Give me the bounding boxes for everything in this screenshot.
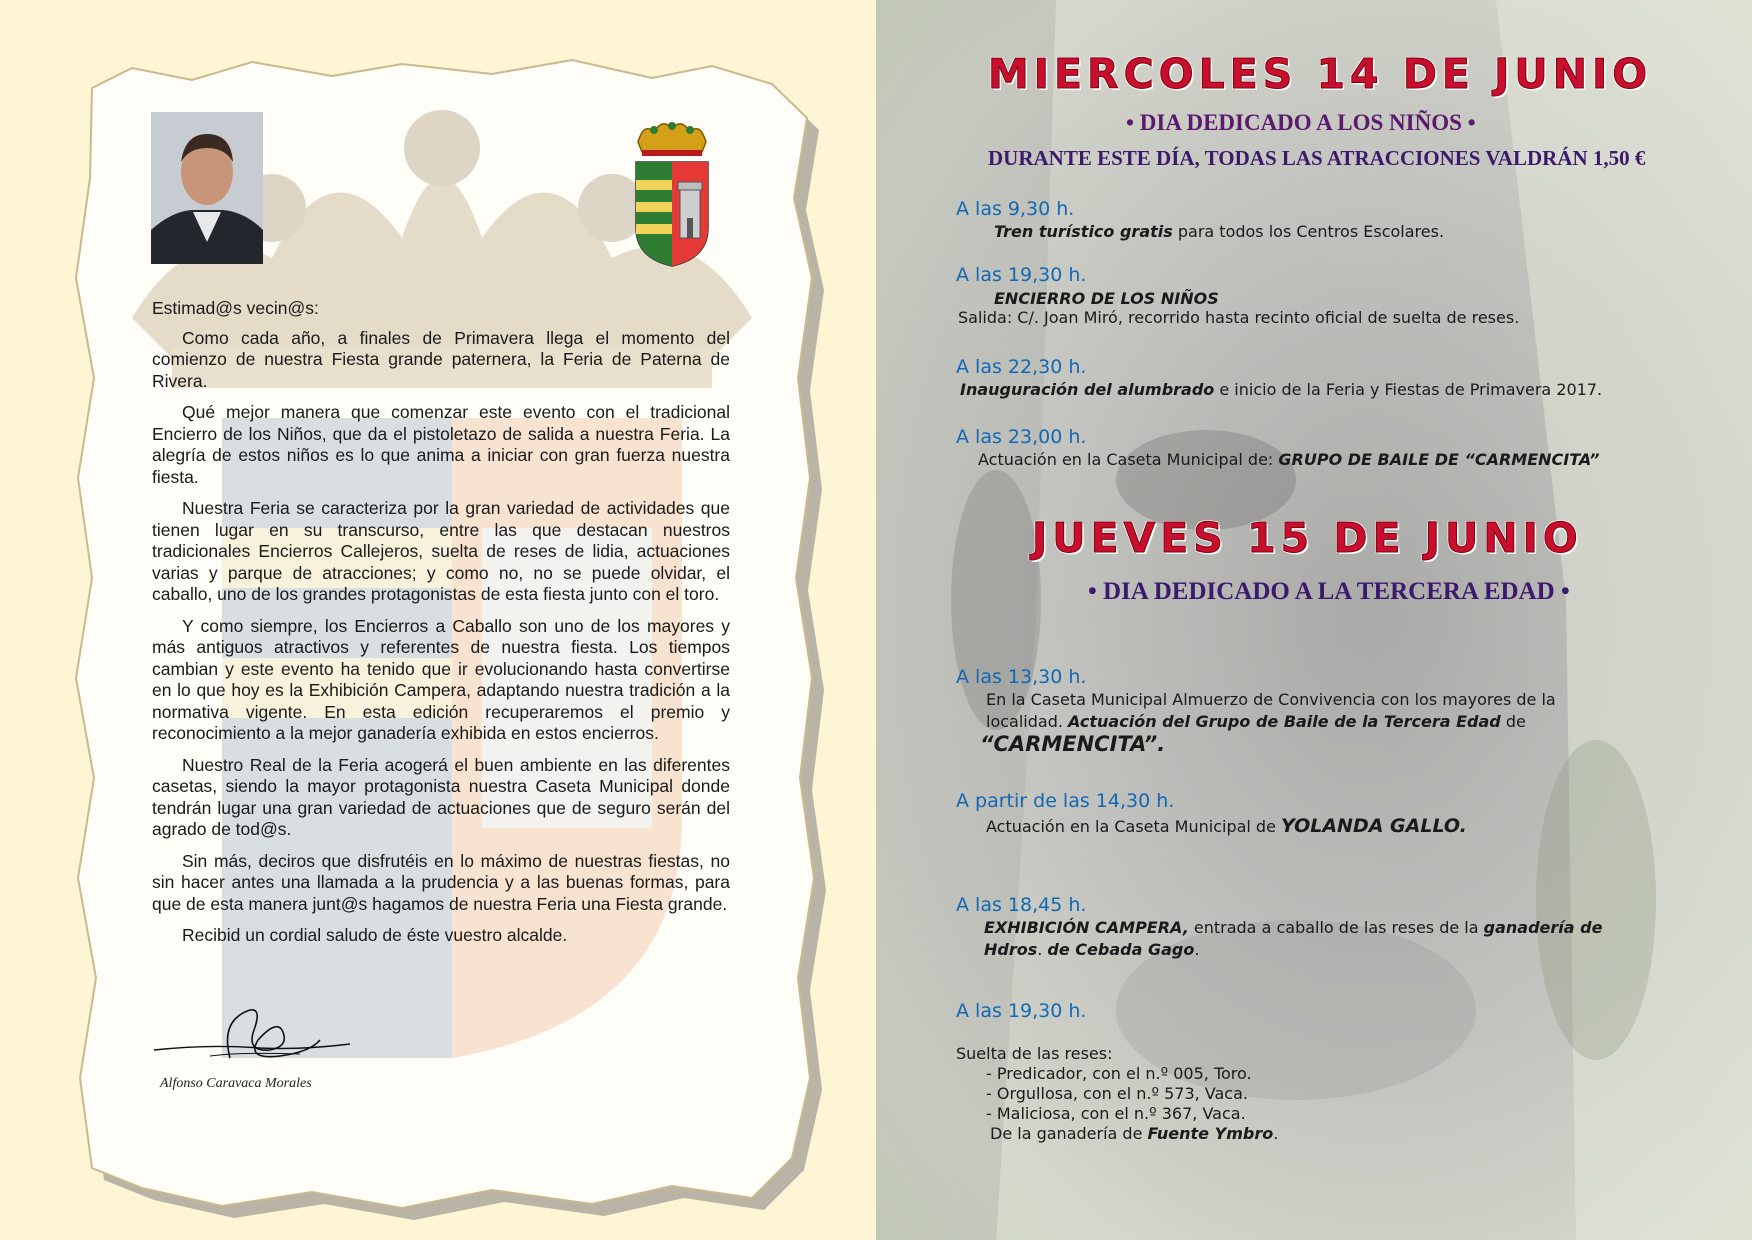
event-description: Tren turístico gratis para todos los Centros Escolares. — [994, 222, 1445, 241]
event-description: EXHIBICIÓN CAMPERA, entrada a caballo de las reses de la ganadería de — [984, 918, 1603, 937]
mayor-letter — [152, 298, 730, 957]
signer-name: Alfonso Caravaca Morales — [160, 1076, 312, 1091]
letter-paragraph: Nuestra Feria se caracteriza por la gran variedad de actividades que tienen lugar en su transcurso, entre las que destacan nuestros tradicionales Encierros Callejeros, suelta de reses de lidia, actuaciones varias y parque de atracciones; y como no, no se puede olvidar, el caballo, uno de los grandes protagonistas de esta fiesta junto con el toro. — [152, 498, 730, 604]
list-item: - Maliciosa, con el n.º 367, Vaca. — [986, 1104, 1246, 1123]
day1-note: DURANTE ESTE DÍA, TODAS LAS ATRACCIONES VALDRÁN 1,50 € — [988, 146, 1646, 170]
letter-greeting: Estimad@s vecin@s: — [152, 298, 319, 318]
event-description: Inauguración del alumbrado e inicio de la Feria y Fiestas de Primavera 2017. — [960, 380, 1603, 399]
event-description: Salida: C/. Joan Miró, recorrido hasta recinto oficial de suelta de reses. — [958, 308, 1520, 327]
event-description: En la Caseta Municipal Almuerzo de Convivencia con los mayores de la — [986, 690, 1556, 709]
event-time: A las 19,30 h. — [956, 264, 1087, 286]
event-description: ENCIERRO DE LOS NIÑOS — [994, 289, 1219, 308]
event-time: A las 13,30 h. — [956, 666, 1087, 688]
letter-paragraph: Y como siempre, los Encierros a Caballo son uno de los mayores y más antiguos atractivos y referentes de nuestra fiesta. Los tiempos cambian y este evento ha tenido que ir evolucionando hasta convertirse en lo que hoy es la Exhibición Campera, adaptando nuestra tradición a la normativa vigente. En esta edición recuperaremos el premio y reconocimiento a la mejor ganadería exhibida en estos encierros. — [152, 615, 730, 743]
event-time: A las 19,30 h. — [956, 1000, 1087, 1022]
event-time: A las 18,45 h. — [956, 894, 1087, 916]
event-time: A las 9,30 h. — [956, 198, 1075, 220]
day1-dedication: • DIA DEDICADO A LOS NIÑOS • — [1126, 110, 1476, 135]
letter-paragraph: Como cada año, a finales de Primavera llega el momento del comienzo de nuestra Fiesta grande paternera, la Feria de Paterna de Rivera. — [152, 327, 730, 391]
mayor-portrait — [151, 112, 263, 264]
event-description: Actuación en la Caseta Municipal de YOLANDA GALLO. — [986, 815, 1467, 837]
letter-paragraph: Qué mejor manera que comenzar este evento con el tradicional Encierro de los Niños, que da el pistoletazo de salida a nuestra Feria. La alegría de estos niños es lo que anima a iniciar con gran fuerza nuestra fiesta. — [152, 402, 730, 487]
event-time: A partir de las 14,30 h. — [956, 790, 1175, 812]
handwritten-signature — [150, 1000, 360, 1070]
town-crest — [630, 118, 714, 268]
event-description: localidad. Actuación del Grupo de Baile de la Tercera Edad de — [986, 712, 1526, 731]
event-description: De la ganadería de Fuente Ymbro. — [990, 1124, 1279, 1143]
event-description: Actuación en la Caseta Municipal de: GRUPO DE BAILE DE “CARMENCITA” — [978, 450, 1600, 469]
programme-page — [876, 0, 1752, 1240]
event-description: “CARMENCITA”. — [980, 732, 1166, 756]
event-description: Hdros. de Cebada Gago. — [984, 940, 1200, 959]
day2-title: JUEVES 15 DE JUNIO — [1032, 514, 1583, 562]
list-item: - Predicador, con el n.º 005, Toro. — [986, 1064, 1252, 1083]
list-item: - Orgullosa, con el n.º 573, Vaca. — [986, 1084, 1248, 1103]
letter-paragraph: Nuestro Real de la Feria acogerá el buen ambiente en las diferentes casetas, siendo la mayor protagonista nuestra Caseta Municipal donde tendrán lugar una gran variedad de actuaciones que de seguro serán del agrado de tod@s. — [152, 754, 730, 839]
event-time: A las 22,30 h. — [956, 356, 1087, 378]
day1-title: MIERCOLES 14 DE JUNIO — [988, 50, 1653, 98]
letter-paragraph: Recibid un cordial saludo de éste vuestro alcalde. — [182, 925, 568, 945]
day2-dedication: • DIA DEDICADO A LA TERCERA EDAD • — [1088, 578, 1570, 605]
letter-paragraph: Sin más, deciros que disfrutéis en lo máximo de nuestras fiestas, no sin hacer antes una llamada a la prudencia y a las buenas formas, para que de esta manera junt@s hagamos de nuestra Feria una Fiesta grande. — [152, 850, 730, 914]
event-description: Suelta de las reses: — [956, 1044, 1113, 1063]
event-time: A las 23,00 h. — [956, 426, 1087, 448]
